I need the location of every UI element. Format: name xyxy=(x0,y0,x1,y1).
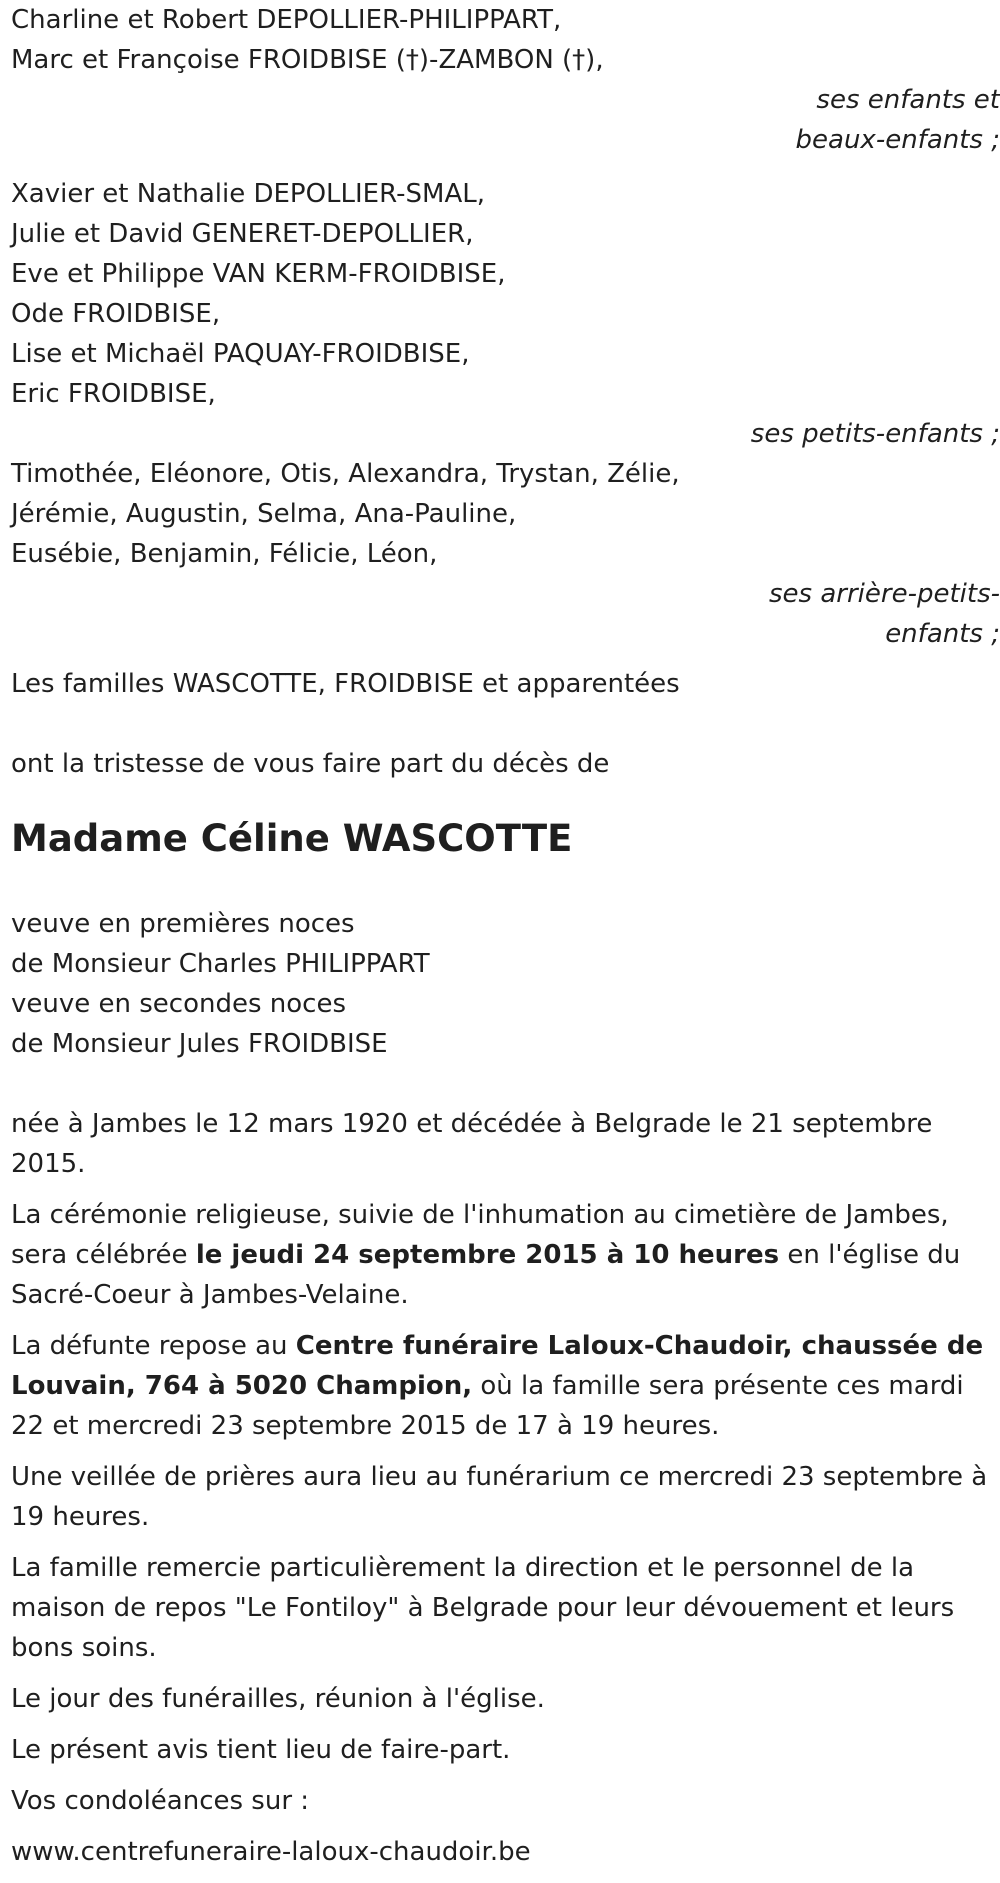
great-grandchildren-section xyxy=(11,454,1000,654)
website-link[interactable]: www.centrefuneraire-laloux-chaudoir.be xyxy=(11,1837,531,1867)
marriage-line: veuve en secondes noces xyxy=(11,989,347,1019)
family-line: Ode FROIDBISE, xyxy=(11,299,221,329)
marriage-line: veuve en premières noces xyxy=(11,909,355,939)
ceremony-text: La cérémonie religieuse, suivie de l'inhumation au cimetière de Jambes, sera célébrée xyxy=(11,1200,949,1270)
thanks-paragraph: La famille remercie particulièrement la direction et le personnel de la maison de repos "Le Fontiloy" à Belgrade pour leur dévouement et leurs bons soins. xyxy=(11,1553,955,1663)
relation-label: ses arrière-petits- xyxy=(769,579,1000,609)
family-line: Lise et Michaël PAQUAY-FROIDBISE, xyxy=(11,339,470,369)
ceremony-location: en l'église du Sacré-Coeur à Jambes-Velaine. xyxy=(11,1240,961,1310)
grandchildren-section xyxy=(11,174,1000,454)
family-line: Marc et Françoise FROIDBISE (†)-ZAMBON (†), xyxy=(11,45,604,75)
relation-label: ses enfants et xyxy=(816,85,1000,115)
family-line: Charline et Robert DEPOLLIER-PHILIPPART, xyxy=(11,5,562,35)
children-section xyxy=(11,0,1000,160)
announcement-line: ont la tristesse de vous faire part du décès de xyxy=(11,749,610,779)
family-line: Jérémie, Augustin, Selma, Ana-Pauline, xyxy=(11,499,517,529)
obituary-notice xyxy=(11,0,1000,1883)
deceased-name: Madame Céline WASCOTTE xyxy=(11,817,573,860)
resting-text: La défunte repose au xyxy=(11,1331,296,1361)
vigil-paragraph: Une veillée de prières aura lieu au funérarium ce mercredi 23 septembre à 19 heures. xyxy=(11,1462,988,1532)
birth-death-paragraph: née à Jambes le 12 mars 1920 et décédée à Belgrade le 21 septembre 2015. xyxy=(11,1109,933,1179)
visiting-hours: où la famille sera présente ces mardi 22 et mercredi 23 septembre 2015 de 17 à 19 heures. xyxy=(11,1371,964,1441)
meeting-paragraph: Le jour des funérailles, réunion à l'église. xyxy=(11,1684,545,1714)
family-line: Eusébie, Benjamin, Félicie, Léon, xyxy=(11,539,438,569)
ceremony-date: le jeudi 24 septembre 2015 à 10 heures xyxy=(195,1240,780,1270)
condolences-label: Vos condoléances sur : xyxy=(11,1786,310,1816)
notice-paragraph: Le présent avis tient lieu de faire-part. xyxy=(11,1735,511,1765)
marriage-line: de Monsieur Jules FROIDBISE xyxy=(11,1029,388,1059)
families-line: Les familles WASCOTTE, FROIDBISE et apparentées xyxy=(11,669,680,699)
marriages-section xyxy=(11,904,1000,1064)
family-line: Timothée, Eléonore, Otis, Alexandra, Trystan, Zélie, xyxy=(11,459,680,489)
funeral-home-address: Centre funéraire Laloux-Chaudoir, chaussée de Louvain, 764 à 5020 Champion, xyxy=(11,1331,984,1401)
family-line: Eric FROIDBISE, xyxy=(11,379,216,409)
family-line: Xavier et Nathalie DEPOLLIER-SMAL, xyxy=(11,179,485,209)
family-line: Eve et Philippe VAN KERM-FROIDBISE, xyxy=(11,259,506,289)
ceremony-paragraph xyxy=(11,1195,996,1315)
marriage-line: de Monsieur Charles PHILIPPART xyxy=(11,949,430,979)
relation-label: enfants ; xyxy=(885,619,1000,649)
family-line: Julie et David GENERET-DEPOLLIER, xyxy=(11,219,474,249)
relation-label: ses petits-enfants ; xyxy=(750,419,1000,449)
relation-label: beaux-enfants ; xyxy=(795,125,1000,155)
resting-paragraph xyxy=(11,1326,996,1446)
